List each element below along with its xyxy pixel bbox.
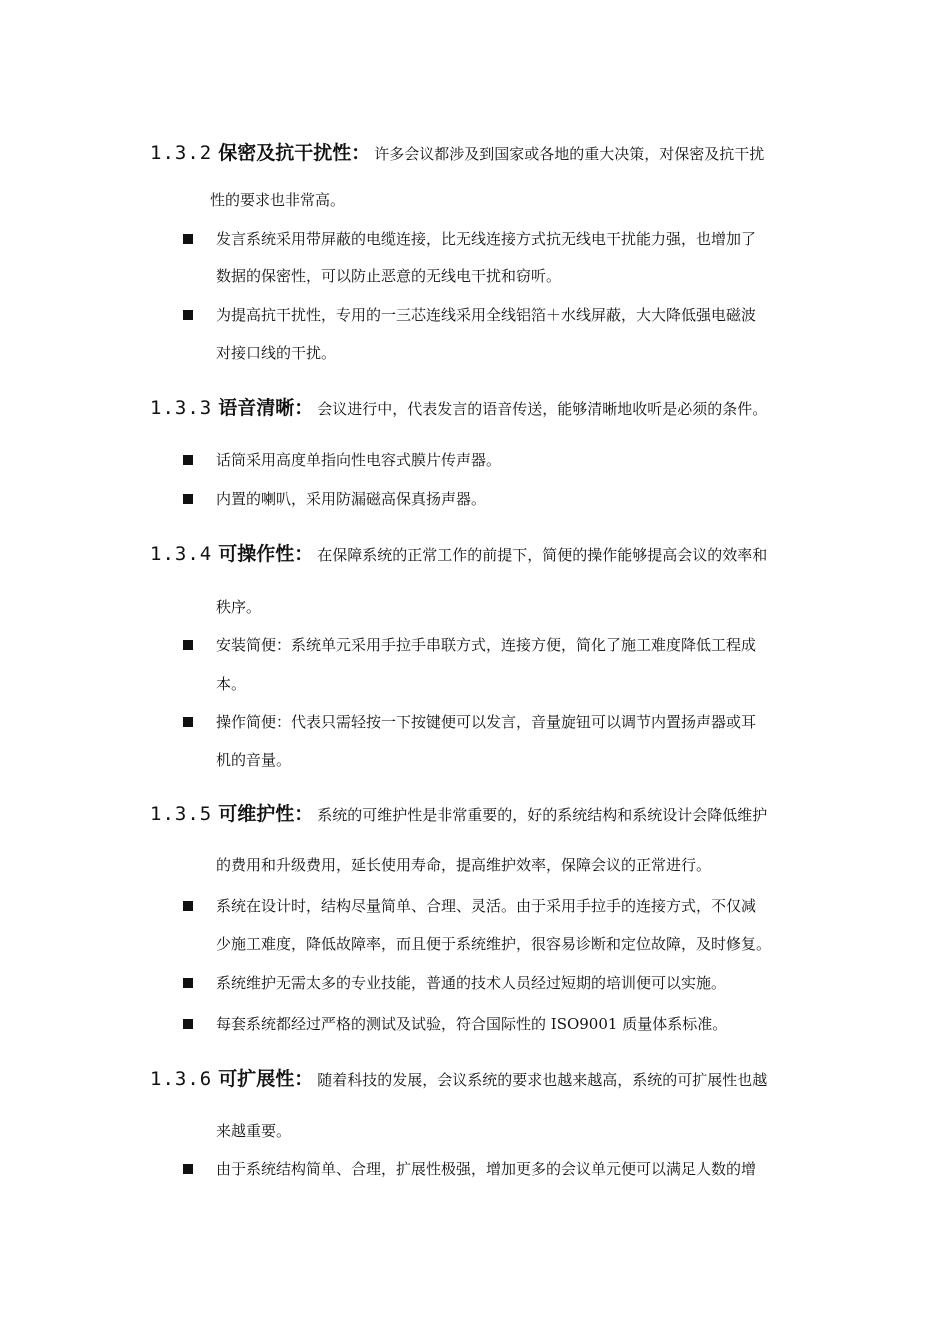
section-title: 可操作性：: [218, 543, 314, 565]
section-description-continued: 秩序。: [216, 598, 262, 616]
section-description-continued: 的费用和升级费用，延长使用寿命，提高维护效率，保障会议的正常进行。: [216, 856, 712, 874]
bullet-square-icon: [183, 978, 193, 988]
section-title: 可维护性：: [218, 803, 314, 825]
bullet-text: 由于系统结构简单、合理，扩展性极强，增加更多的会议单元便可以满足人数的增: [216, 1160, 757, 1178]
section-description: 在保障系统的正常工作的前提下，简便的操作能够提高会议的效率和: [317, 546, 768, 564]
section-number: 1.3.6: [150, 1068, 213, 1090]
section-heading: [150, 801, 767, 828]
section-title: 保密及抗干扰性：: [218, 142, 371, 164]
bullet-text: 操作简便：代表只需轻按一下按键便可以发言，音量旋钮可以调节内置扬声器或耳: [216, 713, 757, 731]
bullet-square-icon: [183, 717, 193, 727]
section-number: 1.3.3: [150, 397, 213, 419]
bullet-text: 为提高抗干扰性，专用的一三芯连线采用全线铝箔＋水线屏蔽，大大降低强电磁波: [216, 306, 757, 324]
bullet-text: 安装简便：系统单元采用手拉手串联方式，连接方便，简化了施工难度降低工程成: [216, 636, 757, 654]
bullet-square-icon: [183, 901, 193, 911]
bullet-square-icon: [183, 310, 193, 320]
bullet-text-continued: 少施工难度，降低故障率，而且便于系统维护，很容易诊断和定位故障，及时修复。: [216, 935, 772, 953]
bullet-text-continued: 本。: [216, 675, 247, 693]
bullet-text: 每套系统都经过严格的测试及试验，符合国际性的 ISO9001 质量体系标准。: [216, 1015, 728, 1033]
bullet-text: 内置的喇叭，采用防漏磁高保真扬声器。: [216, 490, 487, 508]
section-number: 1.3.4: [150, 543, 213, 565]
section-description: 许多会议都涉及到国家或各地的重大决策，对保密及抗干扰: [374, 145, 765, 163]
section-title: 可扩展性：: [218, 1068, 314, 1090]
section-title: 语音清晰：: [218, 397, 314, 419]
bullet-square-icon: [183, 1164, 193, 1174]
bullet-square-icon: [183, 640, 193, 650]
section-heading: [150, 395, 767, 422]
section-heading: [150, 541, 767, 568]
bullet-square-icon: [183, 1019, 193, 1029]
section-heading: [150, 1066, 767, 1093]
section-number: 1.3.5: [150, 803, 213, 825]
bullet-text-continued: 机的音量。: [216, 751, 292, 769]
section-description-continued: 性的要求也非常高。: [210, 191, 346, 209]
bullet-text: 发言系统采用带屏蔽的电缆连接，比无线连接方式抗无线电干扰能力强，也增加了: [216, 230, 757, 248]
section-description: 系统的可维护性是非常重要的，好的系统结构和系统设计会降低维护: [317, 806, 768, 824]
bullet-square-icon: [183, 455, 193, 465]
section-heading: [150, 140, 764, 167]
bullet-text: 系统维护无需太多的专业技能，普通的技术人员经过短期的培训便可以实施。: [216, 974, 727, 992]
section-description: 会议进行中，代表发言的语音传送，能够清晰地收听是必须的条件。: [317, 400, 768, 418]
bullet-text-continued: 数据的保密性，可以防止恶意的无线电干扰和窃听。: [216, 267, 562, 285]
section-description: 随着科技的发展，会议系统的要求也越来越高，系统的可扩展性也越: [317, 1071, 768, 1089]
bullet-text: 话筒采用高度单指向性电容式膜片传声器。: [216, 451, 502, 469]
section-description-continued: 来越重要。: [216, 1122, 292, 1140]
bullet-text: 系统在设计时，结构尽量简单、合理、灵活。由于采用手拉手的连接方式，不仅减: [216, 897, 757, 915]
bullet-square-icon: [183, 494, 193, 504]
section-number: 1.3.2: [150, 142, 213, 164]
bullet-text-continued: 对接口线的干扰。: [216, 344, 337, 362]
bullet-square-icon: [183, 234, 193, 244]
